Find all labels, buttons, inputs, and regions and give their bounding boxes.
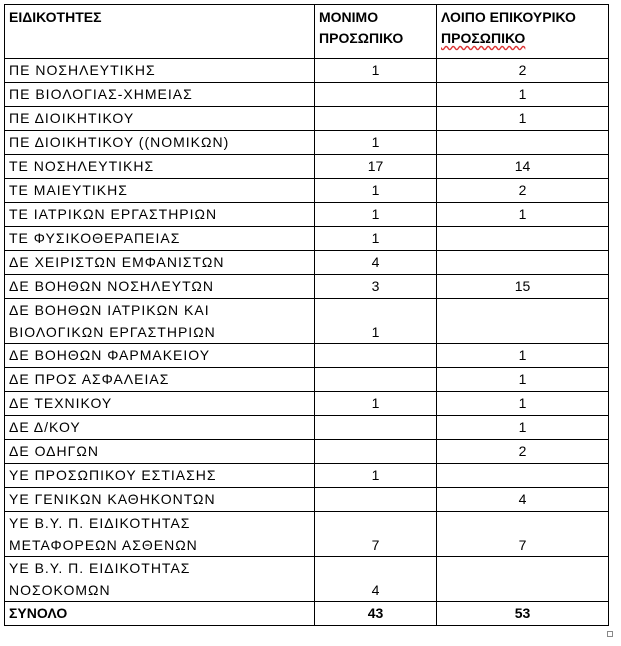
auxiliary-cell: [437, 227, 609, 251]
specialty-cell: ΠΕ ΔΙΟΙΚΗΤΙΚΟΥ ((ΝΟΜΙΚΩΝ): [5, 131, 315, 155]
specialty-cell: ΔΕ ΒΟΗΘΩΝ ΝΟΣΗΛΕΥΤΩΝ: [5, 275, 315, 299]
permanent-cell: [315, 368, 437, 392]
auxiliary-cell: [437, 299, 609, 344]
specialty-cell: ΤΕ ΙΑΤΡΙΚΩΝ ΕΡΓΑΣΤΗΡΙΩΝ: [5, 203, 315, 227]
auxiliary-cell: [437, 464, 609, 488]
table-row: [5, 83, 609, 107]
auxiliary-cell: 4: [437, 488, 609, 512]
auxiliary-cell: 7: [437, 512, 609, 557]
table-row: [5, 368, 609, 392]
table-row: [5, 179, 609, 203]
total-permanent: 43: [315, 602, 437, 626]
table-row: [5, 464, 609, 488]
table-row: [5, 107, 609, 131]
header-permanent-line2: ΠΡΟΣΩΠΙΚΟ: [319, 30, 404, 46]
specialty-cell: ΤΕ ΝΟΣΗΛΕΥΤΙΚΗΣ: [5, 155, 315, 179]
permanent-cell: [315, 83, 437, 107]
permanent-cell: [315, 440, 437, 464]
permanent-cell: 1: [315, 59, 437, 83]
specialty-cell: ΠΕ ΝΟΣΗΛΕΥΤΙΚΗΣ: [5, 59, 315, 83]
table-row: [5, 557, 609, 602]
specialty-cell: ΔΕ ΟΔΗΓΩΝ: [5, 440, 315, 464]
permanent-cell: 1: [315, 203, 437, 227]
table-row: [5, 227, 609, 251]
table-row: [5, 251, 609, 275]
permanent-cell: 1: [315, 299, 437, 344]
table-row: [5, 59, 609, 83]
table-row: [5, 155, 609, 179]
table-row: [5, 131, 609, 155]
specialty-cell: ΔΕ ΠΡΟΣ ΑΣΦΑΛΕΙΑΣ: [5, 368, 315, 392]
specialty-cell: ΥΕ ΓΕΝΙΚΩΝ ΚΑΘΗΚΟΝΤΩΝ: [5, 488, 315, 512]
specialty-line1: ΥΕ Β.Υ. Π. ΕΙΔΙΚΟΤΗΤΑΣ: [9, 515, 191, 531]
header-auxiliary: [437, 5, 609, 59]
auxiliary-cell: [437, 251, 609, 275]
specialty-cell: ΔΕ Δ/ΚΟΥ: [5, 416, 315, 440]
table-row: [5, 416, 609, 440]
permanent-cell: [315, 488, 437, 512]
specialty-cell: [5, 557, 315, 602]
specialty-cell: ΤΕ ΜΑΙΕΥΤΙΚΗΣ: [5, 179, 315, 203]
auxiliary-cell: 1: [437, 203, 609, 227]
auxiliary-cell: 14: [437, 155, 609, 179]
specialty-cell: ΔΕ ΧΕΙΡΙΣΤΩΝ ΕΜΦΑΝΙΣΤΩΝ: [5, 251, 315, 275]
auxiliary-cell: 1: [437, 368, 609, 392]
auxiliary-cell: 2: [437, 59, 609, 83]
permanent-cell: [315, 344, 437, 368]
table-row: [5, 440, 609, 464]
header-auxiliary-line2: ΠΡΟΣΩΠΙΚΟ: [441, 30, 526, 46]
specialty-cell: [5, 299, 315, 344]
table-row: [5, 344, 609, 368]
permanent-cell: 4: [315, 251, 437, 275]
specialty-cell: [5, 512, 315, 557]
auxiliary-cell: 1: [437, 83, 609, 107]
header-specialties: ΕΙΔΙΚΟΤΗΤΕΣ: [5, 5, 315, 59]
specialty-line1: ΥΕ Β.Υ. Π. ΕΙΔΙΚΟΤΗΤΑΣ: [9, 560, 191, 576]
auxiliary-cell: 1: [437, 344, 609, 368]
header-permanent-line1: ΜΟΝΙΜΟ: [319, 9, 379, 25]
auxiliary-cell: 15: [437, 275, 609, 299]
specialty-cell: ΔΕ ΤΕΧΝΙΚΟΥ: [5, 392, 315, 416]
table-row: [5, 512, 609, 557]
permanent-cell: 1: [315, 227, 437, 251]
permanent-cell: 7: [315, 512, 437, 557]
specialty-line1: ΔΕ ΒΟΗΘΩΝ ΙΑΤΡΙΚΩΝ ΚΑΙ: [9, 302, 210, 318]
specialty-cell: ΠΕ ΔΙΟΙΚΗΤΙΚΟΥ: [5, 107, 315, 131]
table-resize-handle[interactable]: [607, 631, 613, 637]
auxiliary-cell: [437, 131, 609, 155]
header-auxiliary-line1: ΛΟΙΠΟ ΕΠΙΚΟΥΡΙΚΟ: [441, 9, 576, 25]
permanent-cell: [315, 416, 437, 440]
auxiliary-cell: 1: [437, 416, 609, 440]
table-row: [5, 299, 609, 344]
auxiliary-cell: [437, 557, 609, 602]
specialty-cell: ΔΕ ΒΟΗΘΩΝ ΦΑΡΜΑΚΕΙΟΥ: [5, 344, 315, 368]
permanent-cell: 1: [315, 131, 437, 155]
header-row: [5, 5, 609, 59]
header-permanent: [315, 5, 437, 59]
table-row: [5, 203, 609, 227]
specialty-line2: ΝΟΣΟΚΟΜΩΝ: [9, 582, 111, 598]
permanent-cell: 4: [315, 557, 437, 602]
table-row: [5, 275, 609, 299]
total-label: ΣΥΝΟΛΟ: [5, 602, 315, 626]
specialty-line2: ΜΕΤΑΦΟΡΕΩΝ ΑΣΘΕΝΩΝ: [9, 537, 198, 553]
permanent-cell: 17: [315, 155, 437, 179]
permanent-cell: 1: [315, 464, 437, 488]
total-auxiliary: 53: [437, 602, 609, 626]
auxiliary-cell: 2: [437, 440, 609, 464]
total-row: [5, 602, 609, 626]
staff-table: [4, 4, 609, 626]
specialty-cell: ΤΕ ΦΥΣΙΚΟΘΕΡΑΠΕΙΑΣ: [5, 227, 315, 251]
table-row: [5, 488, 609, 512]
permanent-cell: 1: [315, 392, 437, 416]
permanent-cell: 1: [315, 179, 437, 203]
specialty-cell: ΥΕ ΠΡΟΣΩΠΙΚΟΥ ΕΣΤΙΑΣΗΣ: [5, 464, 315, 488]
specialty-cell: ΠΕ ΒΙΟΛΟΓΙΑΣ-ΧΗΜΕΙΑΣ: [5, 83, 315, 107]
specialty-line2: ΒΙΟΛΟΓΙΚΩΝ ΕΡΓΑΣΤΗΡΙΩΝ: [9, 324, 216, 340]
permanent-cell: [315, 107, 437, 131]
auxiliary-cell: 1: [437, 107, 609, 131]
table-row: [5, 392, 609, 416]
auxiliary-cell: 1: [437, 392, 609, 416]
permanent-cell: 3: [315, 275, 437, 299]
auxiliary-cell: 2: [437, 179, 609, 203]
